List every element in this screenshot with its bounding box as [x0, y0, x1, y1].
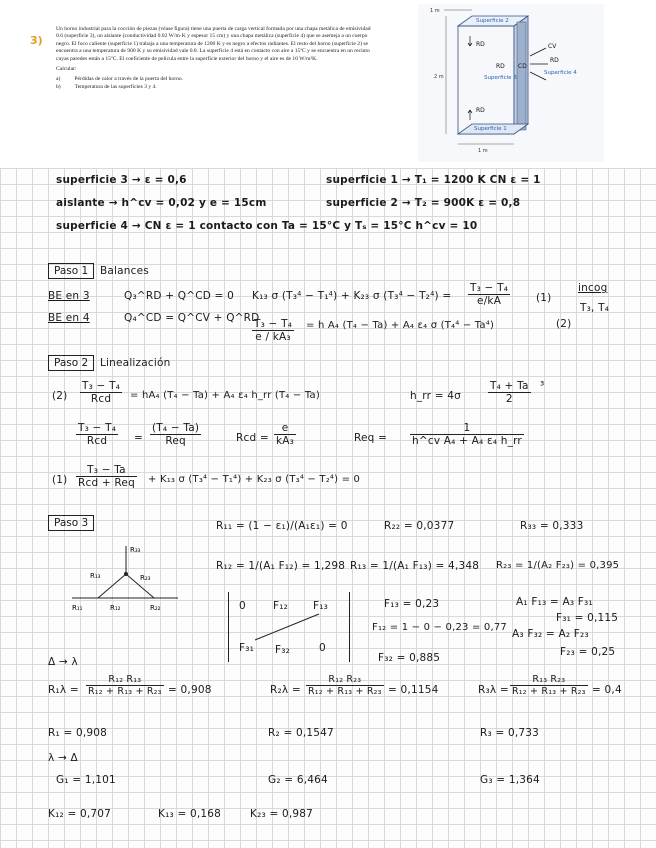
- req-den: h^cv A₄ + A₄ ε₄ h_rr: [412, 435, 522, 447]
- r3l-frac: [510, 674, 588, 697]
- annot-rd-top: RD: [476, 41, 485, 48]
- p2b-den1: Rcd: [86, 435, 108, 447]
- rcd-label: Rcd =: [236, 432, 269, 444]
- m12: 0: [319, 642, 326, 654]
- r1: R₁ = 0,908: [48, 727, 108, 739]
- item-b-letter: b): [56, 83, 61, 90]
- g1: G₁ = 1,101: [56, 774, 116, 786]
- eq1-tag: (1): [536, 292, 552, 304]
- r1l-den: R₁₂ + R₁₃ + R₂₃: [88, 686, 162, 697]
- furnace-figure: [418, 4, 604, 162]
- r2l-frac: [306, 674, 384, 697]
- m02: F₁₃: [313, 600, 329, 612]
- label-surface-1: Superficie 1: [474, 126, 507, 132]
- f12: F₁₂ = 1 − 0 − 0,23 = 0,77: [372, 622, 507, 633]
- p2b-num1: T₃ − T₄: [78, 422, 117, 434]
- r3: R₃ = 0,733: [480, 727, 540, 739]
- be4-eq: Q₄^CD = Q^CV + Q^RD: [124, 312, 260, 324]
- net-r12: R₁₂: [110, 604, 121, 612]
- r2l-val: = 0,1154: [388, 684, 439, 696]
- r22: R₂₂ = 0,0377: [384, 520, 455, 532]
- problem-statement: [56, 26, 374, 91]
- r12: R₁₂ = 1/(A₁ F₁₂) = 1,298: [216, 560, 346, 572]
- r3l-num: R₁₃ R₂₃: [510, 674, 588, 686]
- hrr-den: 2: [505, 393, 513, 405]
- delta-to-lambda: Δ → λ: [48, 656, 78, 668]
- lambda-to-delta: λ → Δ: [48, 752, 78, 764]
- annot-rd-right: RD: [550, 57, 559, 64]
- r23: R₂₃ = 1/(A₂ F₂₃) = 0,395: [496, 560, 620, 571]
- r2l-num: R₁₂ R₂₃: [306, 674, 384, 686]
- eq2-right: = h A₄ (T₄ − Ta) + A₄ ε₄ σ (T₄⁴ − Ta⁴): [306, 320, 495, 331]
- paso1-heading: Balances: [100, 265, 149, 277]
- eq1-num: T₃ − T₄: [470, 282, 509, 294]
- net-r23: R₂₃: [140, 574, 151, 582]
- p2b-frac1: [76, 422, 118, 447]
- recip1: A₁ F₁₃ = A₃ F₃₁: [516, 596, 593, 608]
- hrr-frac: [488, 380, 531, 405]
- p2b-eq: =: [134, 432, 143, 444]
- m00: 0: [239, 600, 246, 612]
- recip2: A₃ F₃₂ = A₂ F₂₃: [512, 628, 589, 640]
- annot-cd: CD: [518, 63, 527, 70]
- dim-top: 1 m: [430, 8, 440, 14]
- net-r22: R₂₂: [150, 604, 161, 612]
- paso2-heading: Linealización: [100, 357, 171, 369]
- r3l-label: R₃λ =: [478, 684, 509, 696]
- k13: K₁₃ = 0,168: [158, 808, 222, 820]
- annot-rd-bottom: RD: [476, 107, 485, 114]
- calcular-label: Calcular:: [56, 66, 77, 73]
- grid-paper: [0, 168, 656, 848]
- question-number: 3): [30, 34, 43, 47]
- m11: F₃₂: [275, 644, 291, 656]
- r1l-label: R₁λ =: [48, 684, 79, 696]
- p2c-den: Rcd + Req: [78, 477, 135, 489]
- eq1-frac: [468, 282, 510, 307]
- annot-cv: CV: [548, 43, 557, 50]
- recip2-val: F₂₃ = 0,25: [560, 646, 616, 658]
- label-surface-3: Superficie 3: [484, 75, 517, 81]
- net-r13: R₁₃: [90, 572, 101, 580]
- r33: R₃₃ = 0,333: [520, 520, 584, 532]
- item-a: [56, 76, 374, 83]
- viewfactor-matrix: [228, 592, 350, 662]
- g2: G₂ = 6,464: [268, 774, 328, 786]
- label-surface-4: Superficie 4: [544, 70, 577, 76]
- r2l-label: R₂λ =: [270, 684, 301, 696]
- r1l-num: R₁₂ R₁₃: [86, 674, 164, 686]
- r11: R₁₁ = (1 − ε₁)/(A₁ε₁) = 0: [216, 520, 348, 532]
- r13: R₁₃ = 1/(A₁ F₁₃) = 4,348: [350, 560, 480, 572]
- label-surface-2: Superficie 2: [476, 18, 509, 24]
- item-a-letter: a): [56, 76, 61, 83]
- req-num: 1: [410, 422, 524, 435]
- p2b-frac2: [150, 422, 201, 447]
- rcd-frac: [274, 422, 296, 447]
- p2c-num: T₃ − Ta: [76, 464, 137, 477]
- eq2-tag: (2): [556, 318, 572, 330]
- data-line-2-right: superficie 2 → T₂ = 900K ε = 0,8: [326, 197, 521, 209]
- data-line-1-right: superficie 1 → T₁ = 1200 K CN ε = 1: [326, 174, 541, 186]
- req-frac: [410, 422, 524, 447]
- r3l-den: R₁₂ + R₁₃ + R₂₃: [512, 686, 586, 697]
- p2b-num2: (T₄ − Ta): [152, 422, 200, 434]
- dim-side: 2 m: [434, 74, 444, 80]
- f13: F₁₃ = 0,23: [384, 598, 440, 610]
- req-label: Req =: [354, 432, 388, 444]
- resistance-network: [70, 540, 180, 614]
- eq1-left: K₁₃ σ (T₃⁴ − T₁⁴) + K₂₃ σ (T₃⁴ − T₂⁴) =: [252, 290, 452, 302]
- g3: G₃ = 1,364: [480, 774, 540, 786]
- data-line-1-left: superficie 3 → ε = 0,6: [56, 174, 187, 186]
- center-node: [124, 572, 128, 576]
- r1l-val: = 0,908: [168, 684, 212, 696]
- dim-bottom: 1 m: [478, 148, 488, 154]
- net-r11: R₁₁: [72, 604, 83, 612]
- incog-label: incog: [578, 282, 608, 294]
- hrr-num: T₄ + Ta: [490, 380, 529, 392]
- be4-label: BE en 4: [48, 312, 90, 324]
- paso3-box: Paso 3: [48, 515, 94, 531]
- p2a-den: Rcd: [90, 393, 112, 405]
- p2b-den2: Req: [165, 435, 186, 447]
- be3-label: BE en 3: [48, 290, 90, 302]
- data-line-3: superficie 4 → CN ε = 1 contacto con Ta = 15°C y Tₛ = 15°C h^cv = 10: [56, 220, 478, 232]
- p2c-right: + K₁₃ σ (T₃⁴ − T₁⁴) + K₂₃ σ (T₃⁴ − T₂⁴) = 0: [148, 474, 361, 485]
- k12: K₁₂ = 0,707: [48, 808, 112, 820]
- statement-text: Un horno industrial para la cocción de piezas (véase figura) tiene una puerta de carga vertical formada por una chapa metálica de emisividad 0.6 (superficie 3), un aislante (conductividad 0.02 W/m·K y espesor 15 cm) y una chapa metálica (superficie 4) que se asemeja a un cuerpo negro. El foco caliente (superficie 1) trabaja a una temperatura de 1200 K y es negro a efectos radiantes. El resto del horno (superficie 2) se encuentra a una temperatura de 900 K y su emisividad vale 0.8. La superficie 4 está en contacto con aire a 15ºC y se encuentra en un recinto cuyas paredes están a 15ºC. El coeficiente de película entre la superficie exterior del horno y el aire es de 10 W/m²K.: [56, 26, 371, 62]
- be3-eq: Q₃^RD + Q^CD = 0: [124, 290, 234, 302]
- recip1-val: F₃₁ = 0,115: [556, 612, 619, 624]
- r1l-frac: [86, 674, 164, 697]
- p2a-num: T₃ − T₄: [82, 380, 121, 392]
- p2c-frac: [76, 464, 137, 489]
- matrix-diagonal: [249, 612, 325, 642]
- hrr-exp: ³: [540, 380, 545, 392]
- branch-left: [98, 574, 126, 598]
- hrr-left: h_rr = 4σ: [410, 390, 461, 402]
- r3l-val: = 0,4: [592, 684, 622, 696]
- r2l-den: R₁₂ + R₁₃ + R₂₃: [308, 686, 382, 697]
- annot-rd-mid: RD: [496, 63, 505, 70]
- data-line-2-left: aislante → h^cv = 0,02 y e = 15cm: [56, 197, 267, 209]
- paso2-tag1: (1): [52, 474, 68, 486]
- rcd-den: kA₃: [276, 435, 295, 447]
- k23: K₂₃ = 0,987: [250, 808, 314, 820]
- door-insulation: [517, 22, 526, 130]
- p2a-frac: [80, 380, 122, 405]
- f32: F₃₂ = 0,885: [378, 652, 441, 664]
- paso2-box: Paso 2: [48, 355, 94, 371]
- net-r33: R₃₃: [130, 546, 141, 554]
- eq1-den: e/kA: [477, 295, 502, 307]
- eq2-den: e / kA₃: [255, 331, 291, 343]
- item-a-text: Pérdidas de calor a través de la puerta del horno.: [74, 76, 184, 83]
- m01: F₁₂: [273, 600, 289, 612]
- eq2-frac: [252, 318, 294, 343]
- paso2-tag2: (2): [52, 390, 68, 402]
- incog-values: T₃, T₄: [580, 302, 610, 314]
- r2: R₂ = 0,1547: [268, 727, 334, 739]
- rcd-num: e: [274, 422, 296, 435]
- item-b: [56, 84, 374, 91]
- item-b-text: Temperatura de las superficies 3 y 4.: [74, 83, 157, 90]
- p2a-right: = hA₄ (T₄ − Ta) + A₄ ε₄ h_rr (T₄ − Ta): [130, 390, 320, 401]
- paso1-box: Paso 1: [48, 263, 94, 279]
- eq2-num: T₃ − T₄: [254, 318, 293, 330]
- m10: F₃₁: [239, 642, 255, 654]
